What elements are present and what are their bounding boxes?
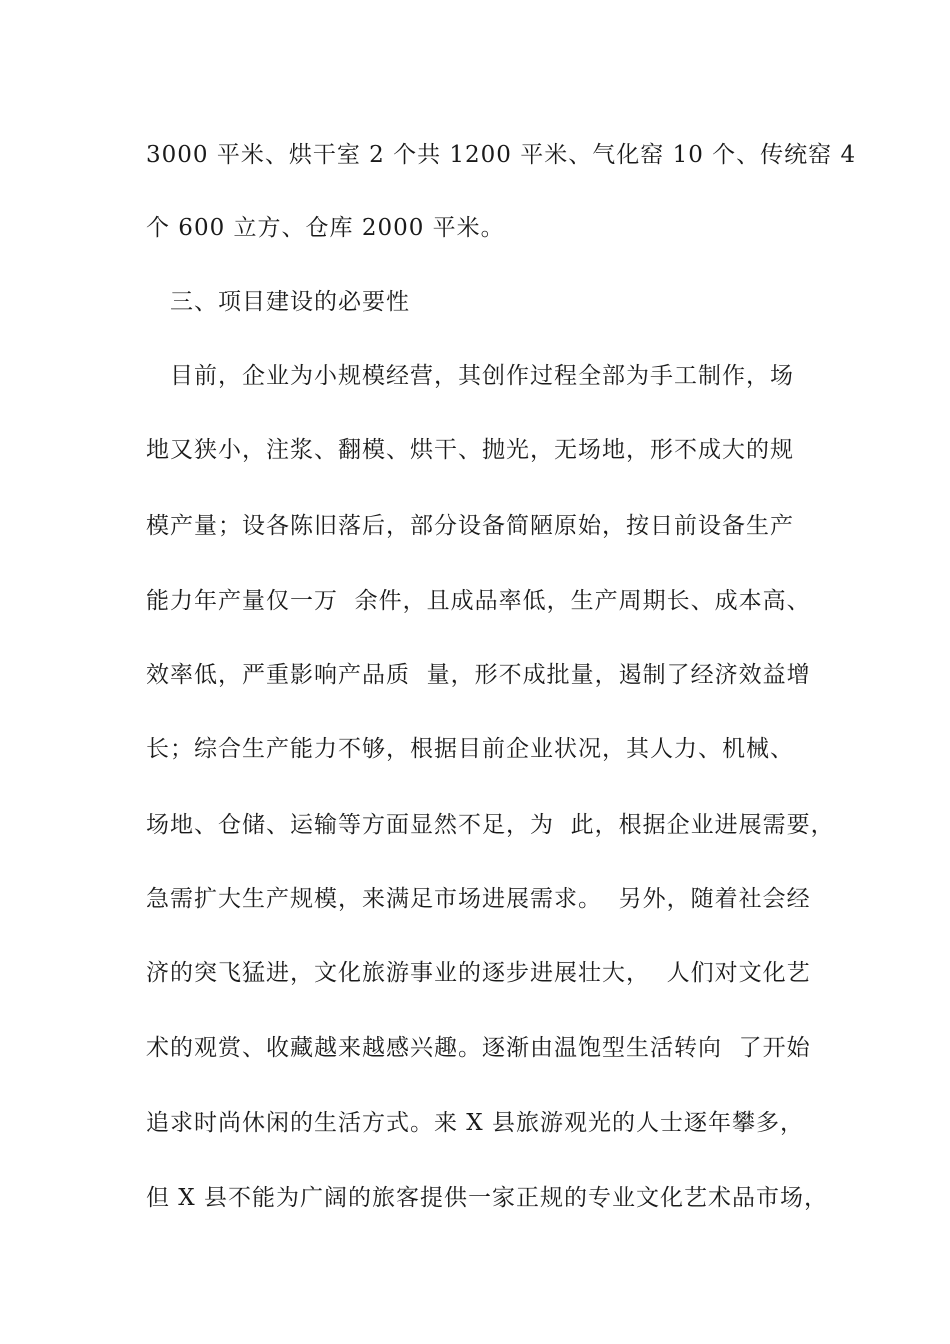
paragraph-line: 能力年产量仅一万 余件，且成品率低，生产周期长、成本高、 <box>146 588 811 614</box>
paragraph-line: 效率低，严重影响产品质 量，形不成批量，遏制了经济效益增 <box>146 662 811 688</box>
paragraph-line: 3000 平米、烘干室 2 个共 1200 平米、气化窑 10 个、传统窑 4 <box>146 142 857 168</box>
paragraph-line: 但 X 县不能为广阔的旅客提供一家正规的专业文化艺术品市场， <box>146 1185 828 1211</box>
paragraph-line: 术的观赏、收藏越来越感兴趣。逐渐由温饱型生活转向 了开始 <box>146 1035 811 1061</box>
section-heading: 三、项目建设的必要性 <box>170 289 410 315</box>
paragraph-line: 长；综合生产能力不够，根据目前企业状况，其人力、机械、 <box>146 736 794 762</box>
paragraph-line: 追求时尚休闲的生活方式。来 X 县旅游观光的人士逐年攀多， <box>146 1110 804 1136</box>
paragraph-line: 急需扩大生产规模，来满足市场进展需求。 另外，随着社会经 <box>146 886 811 912</box>
paragraph-line: 个 600 立方、仓库 2000 平米。 <box>146 215 505 241</box>
paragraph-line: 模产量；设各陈旧落后，部分设备简陋原始，按日前设备生产 <box>146 513 794 539</box>
paragraph-line: 济的突飞猛进，文化旅游事业的逐步进展壮大， 人们对文化艺 <box>146 960 811 986</box>
paragraph-line: 地又狭小，注浆、翻模、烘干、抛光，无场地，形不成大的规 <box>146 437 794 463</box>
paragraph-line: 场地、仓储、运输等方面显然不足，为 此，根据企业进展需要， <box>146 812 835 838</box>
paragraph-line: 目前，企业为小规模经营，其创作过程全部为手工制作，场 <box>170 363 794 389</box>
